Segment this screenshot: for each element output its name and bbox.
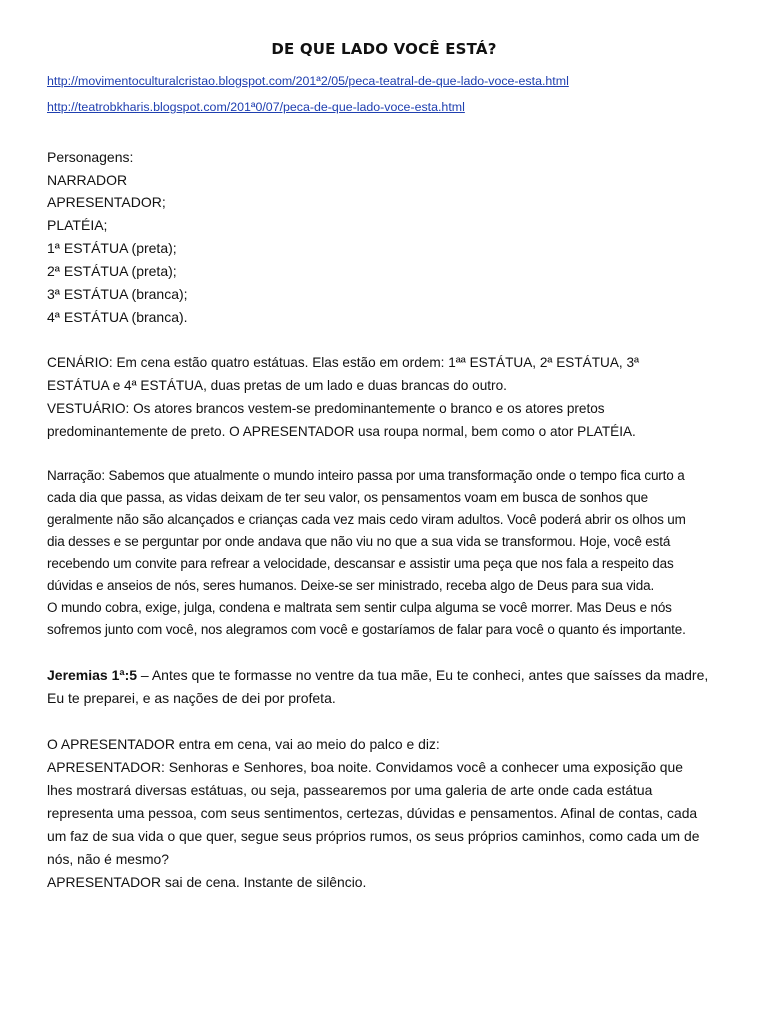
apresentador-line: representa uma pessoa, com seus sentimentos, certezas, dúvidas e pensamentos. Afinal de contas, cada [47,805,698,821]
character-item: 2ª ESTÁTUA (preta); [47,263,177,279]
apresentador-line: lhes mostrará diversas estátuas, ou seja, passearemos por uma galeria de arte onde cada estátua [47,782,653,798]
character-item: 4ª ESTÁTUA (branca). [47,309,188,325]
narracao-line: dúvidas e anseios de nós, seres humanos. Deixe-se ser ministrado, receba algo de Deus para sua vida. [47,578,655,593]
narracao-line: sofremos junto com você, nos alegramos com você e gostaríamos de falar para você o quanto és importante. [47,622,686,637]
jeremias-verse-line [47,664,708,688]
narracao-line: Narração: Sabemos que atualmente o mundo inteiro passa por uma transformação onde o tempo fica curto a [47,468,685,483]
narracao-line: O mundo cobra, exige, julga, condena e maltrata sem sentir culpa alguma se você morrer. Mas Deus e nós [47,600,672,615]
character-item: APRESENTADOR; [47,194,166,210]
source-link-1[interactable]: http://movimentoculturalcristao.blogspot.com/201ª2/05/peca-teatral-de-que-lado-voce-esta.html [47,74,569,88]
character-item: NARRADOR [47,172,128,188]
apresentador-line: um faz de sua vida o que quer, segue seus próprios rumos, os seus próprios caminhos, como cada um de [47,828,700,844]
character-item: 3ª ESTÁTUA (branca); [47,286,188,302]
apresentador-line: APRESENTADOR: Senhoras e Senhores, boa noite. Convidamos você a conhecer uma exposição que [47,759,683,775]
narracao-line: recebendo um convite para refrear a velocidade, descansar e assistir uma peça que nos fala a respeito das [47,556,674,571]
character-item: PLATÉIA; [47,217,108,233]
narracao-line: dia desses e se perguntar por onde andava que não viu no que a sua vida se transformou. Hoje, você está [47,534,671,549]
jeremias-verse-line: Eu te preparei, e as nações de dei por profeta. [47,690,336,706]
narracao-line: geralmente não são alcançados e crianças cada vez mais cedo viram adultos. Você poderá abrir os olhos um [47,512,686,527]
apresentador-line: nós, não é mesmo? [47,851,169,867]
vestuario-line: predominantemente de preto. O APRESENTADOR usa roupa normal, bem como o ator PLATÉIA. [47,424,636,439]
characters-heading: Personagens: [47,149,134,165]
cenario-line: CENÁRIO: Em cena estão quatro estátuas. Elas estão em ordem: 1ªª ESTÁTUA, 2ª ESTÁTUA, 3ª [47,355,640,370]
character-item: 1ª ESTÁTUA (preta); [47,240,177,256]
document-title: DE QUE LADO VOCÊ ESTÁ? [271,40,497,58]
narracao-line: cada dia que passa, as vidas deixam de ter seu valor, os pensamentos voam em busca de sonhos que [47,490,648,505]
apresentador-line: O APRESENTADOR entra em cena, vai ao meio do palco e diz: [47,736,440,752]
jeremias-text: – Antes que te formasse no ventre da tua mãe, Eu te conheci, antes que saísses da madre, [137,667,709,683]
jeremias-reference: Jeremias 1ª:5 [47,667,138,683]
source-link-2[interactable]: http://teatrobkharis.blogspot.com/201ª0/07/peca-de-que-lado-voce-esta.html [47,100,465,114]
vestuario-line: VESTUÁRIO: Os atores brancos vestem-se predominantemente o branco e os atores pretos [47,401,605,416]
cenario-line: ESTÁTUA e 4ª ESTÁTUA, duas pretas de um lado e duas brancas do outro. [47,378,507,393]
apresentador-line: APRESENTADOR sai de cena. Instante de silêncio. [47,874,367,890]
